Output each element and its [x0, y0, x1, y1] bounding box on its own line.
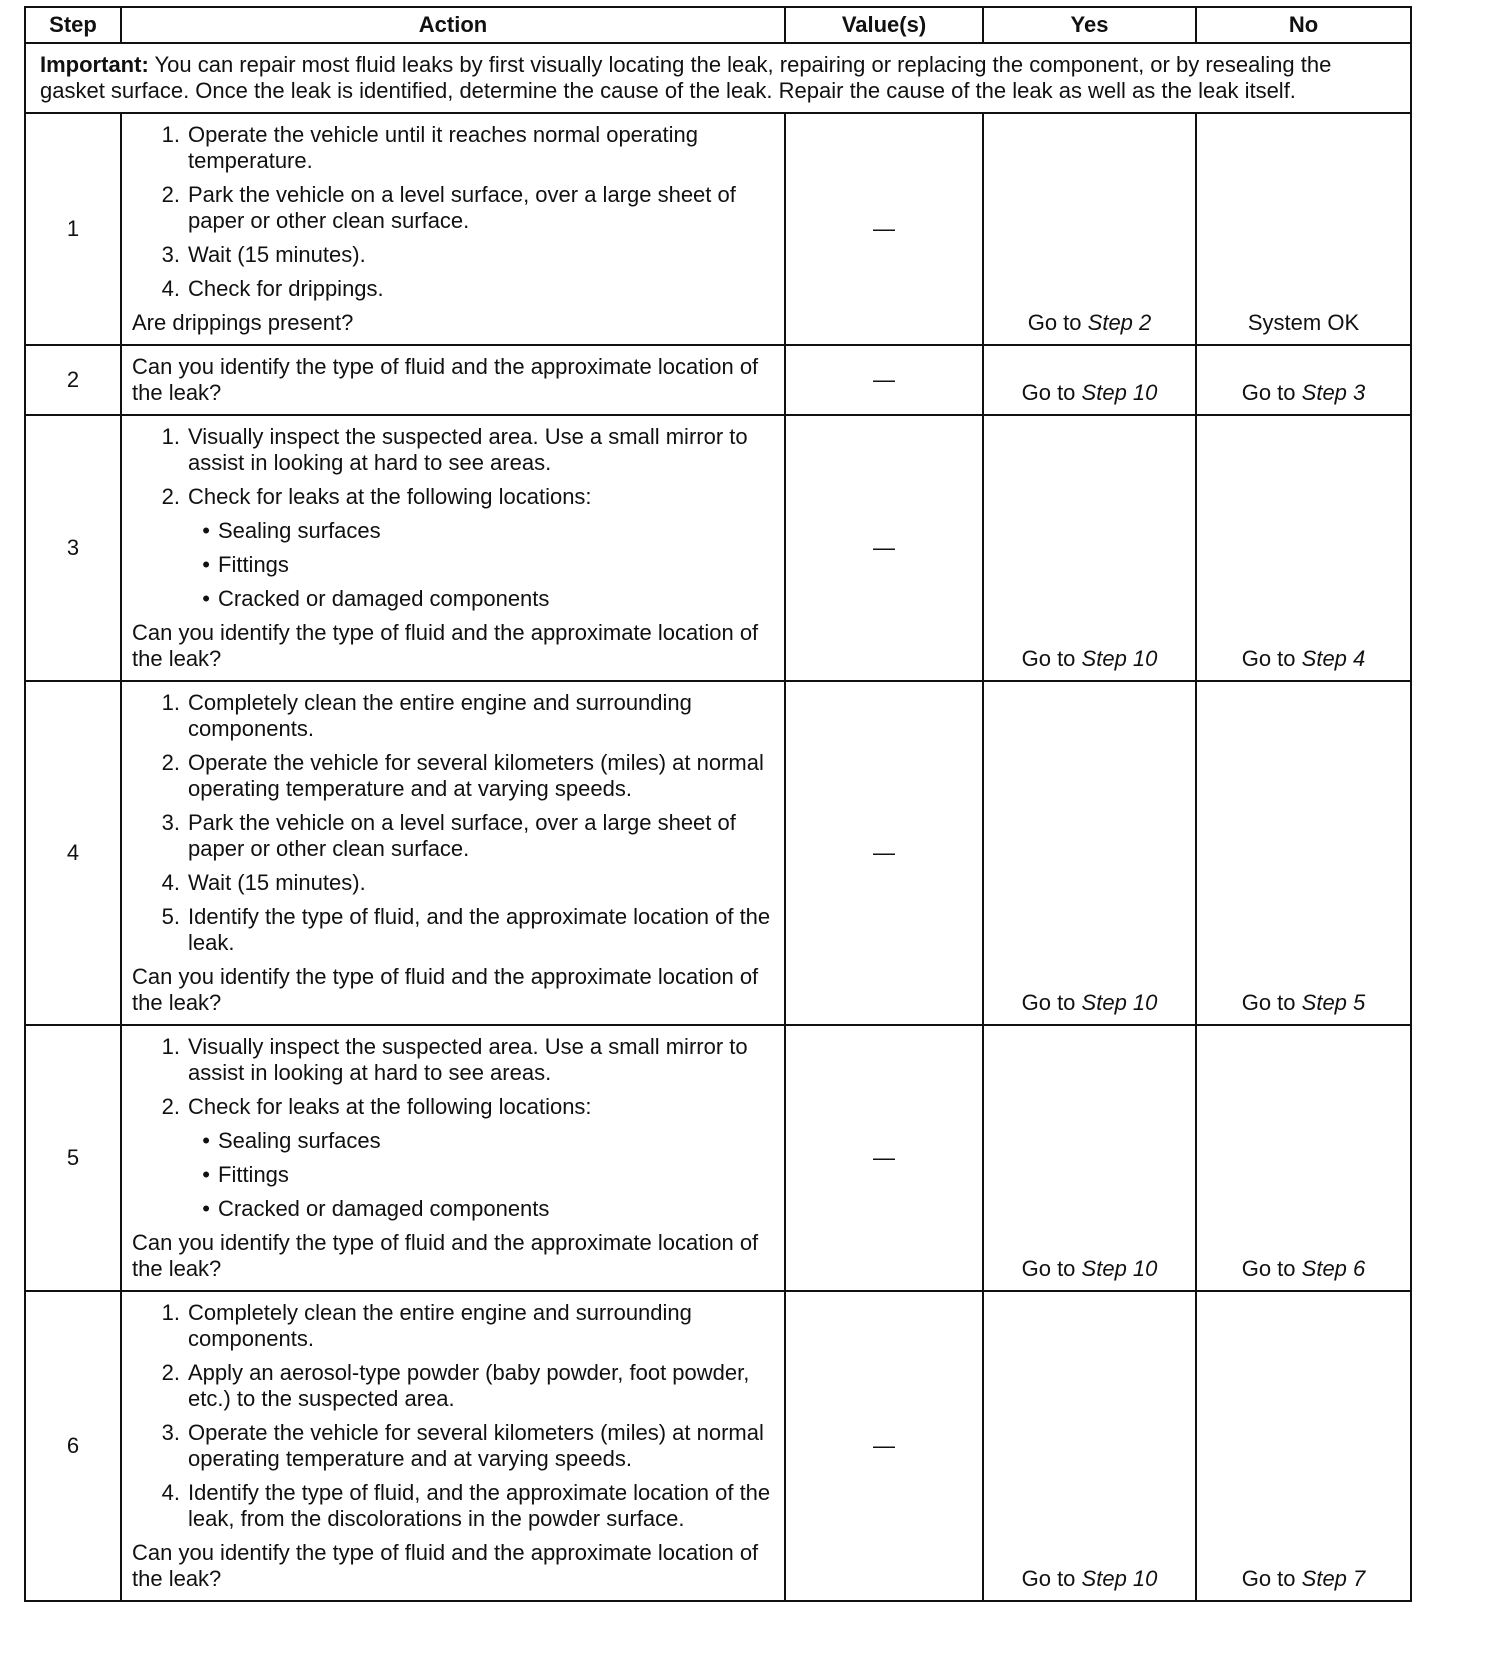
- yes-cell: Go to Step 10: [983, 1291, 1196, 1601]
- value-cell: —: [785, 345, 983, 415]
- yes-cell: Go to Step 2: [983, 113, 1196, 345]
- step-number: 1: [25, 113, 121, 345]
- table-row: [25, 415, 1411, 681]
- action-item: 3. Operate the vehicle for several kilometers (miles) at normal operating temperature and at varying speeds.: [161, 1420, 764, 1471]
- bullet-item: • Cracked or damaged components: [202, 1196, 550, 1221]
- diagnostic-table: [24, 6, 1412, 1602]
- action-item: 1. Visually inspect the suspected area. Use a small mirror to assist in looking at hard to see areas.: [161, 424, 748, 475]
- no-cell: Go to Step 6: [1196, 1025, 1411, 1291]
- yes-cell: Go to Step 10: [983, 1025, 1196, 1291]
- action-item: 3. Wait (15 minutes).: [161, 242, 366, 267]
- action-item: 1. Completely clean the entire engine and surrounding components.: [161, 1300, 692, 1351]
- bullet-item: • Sealing surfaces: [202, 1128, 381, 1153]
- step-number: 3: [25, 415, 121, 681]
- action-item: 5. Identify the type of fluid, and the approximate location of the leak.: [161, 904, 771, 955]
- action-item: 2. Apply an aerosol-type powder (baby powder, foot powder, etc.) to the suspected area.: [161, 1360, 750, 1411]
- action-question: Can you identify the type of fluid and the approximate location of the leak?: [132, 1230, 759, 1281]
- header-values: Value(s): [785, 7, 983, 43]
- important-text: You can repair most fluid leaks by first visually locating the leak, repairing or replacing the component, or by resealing the gasket surface. Once the leak is identified, determine the cause of the leak. Repair the cause of the leak as well as the leak itself.: [40, 52, 1332, 103]
- no-cell: Go to Step 7: [1196, 1291, 1411, 1601]
- step-number: 4: [25, 681, 121, 1025]
- header-yes: Yes: [983, 7, 1196, 43]
- table-row: [25, 681, 1411, 1025]
- bullet-item: • Fittings: [202, 1162, 289, 1187]
- table-row: [25, 345, 1411, 415]
- step-number: 5: [25, 1025, 121, 1291]
- action-question: Can you identify the type of fluid and the approximate location of the leak?: [132, 1540, 759, 1591]
- header-action: Action: [121, 7, 785, 43]
- action-item: 3. Park the vehicle on a level surface, over a large sheet of paper or other clean surface.: [161, 810, 736, 861]
- action-item: 1. Completely clean the entire engine and surrounding components.: [161, 690, 692, 741]
- action-cell: [121, 1025, 785, 1291]
- bullet-item: • Cracked or damaged components: [202, 586, 550, 611]
- action-cell: [121, 1291, 785, 1601]
- important-row: [25, 43, 1411, 113]
- step-number: 2: [25, 345, 121, 415]
- action-item: 1. Visually inspect the suspected area. Use a small mirror to assist in looking at hard to see areas.: [161, 1034, 748, 1085]
- important-label: Important:: [40, 52, 149, 77]
- header-step: Step: [25, 7, 121, 43]
- action-question: Can you identify the type of fluid and the approximate location of the leak?: [121, 345, 785, 415]
- action-cell: [121, 113, 785, 345]
- value-cell: —: [785, 1291, 983, 1601]
- value-cell: —: [785, 415, 983, 681]
- important-note: [25, 43, 1411, 113]
- header-row: [25, 7, 1411, 43]
- action-item: 2. Park the vehicle on a level surface, over a large sheet of paper or other clean surface.: [161, 182, 736, 233]
- action-cell: [121, 415, 785, 681]
- no-cell: System OK: [1196, 113, 1411, 345]
- action-cell: [121, 681, 785, 1025]
- value-cell: —: [785, 1025, 983, 1291]
- action-item: 2. Check for leaks at the following locations:: [161, 484, 592, 509]
- action-item: 2. Operate the vehicle for several kilometers (miles) at normal operating temperature and at varying speeds.: [161, 750, 764, 801]
- no-cell: Go to Step 4: [1196, 415, 1411, 681]
- action-item: 4. Identify the type of fluid, and the approximate location of the leak, from the discolorations in the powder surface.: [161, 1480, 771, 1531]
- action-item: 4. Check for drippings.: [161, 276, 384, 301]
- value-cell: —: [785, 113, 983, 345]
- bullet-item: • Sealing surfaces: [202, 518, 381, 543]
- no-cell: Go to Step 3: [1196, 345, 1411, 415]
- no-cell: Go to Step 5: [1196, 681, 1411, 1025]
- action-question: Can you identify the type of fluid and the approximate location of the leak?: [132, 964, 759, 1015]
- step-number: 6: [25, 1291, 121, 1601]
- action-item: 4. Wait (15 minutes).: [161, 870, 366, 895]
- action-question: Are drippings present?: [132, 310, 354, 335]
- action-item: 2. Check for leaks at the following locations:: [161, 1094, 592, 1119]
- table-row: [25, 1025, 1411, 1291]
- yes-cell: Go to Step 10: [983, 681, 1196, 1025]
- table-row: [25, 113, 1411, 345]
- value-cell: —: [785, 681, 983, 1025]
- yes-cell: Go to Step 10: [983, 415, 1196, 681]
- bullet-item: • Fittings: [202, 552, 289, 577]
- header-no: No: [1196, 7, 1411, 43]
- table-row: [25, 1291, 1411, 1601]
- yes-cell: Go to Step 10: [983, 345, 1196, 415]
- action-item: 1. Operate the vehicle until it reaches normal operating temperature.: [161, 122, 698, 173]
- action-question: Can you identify the type of fluid and the approximate location of the leak?: [132, 620, 759, 671]
